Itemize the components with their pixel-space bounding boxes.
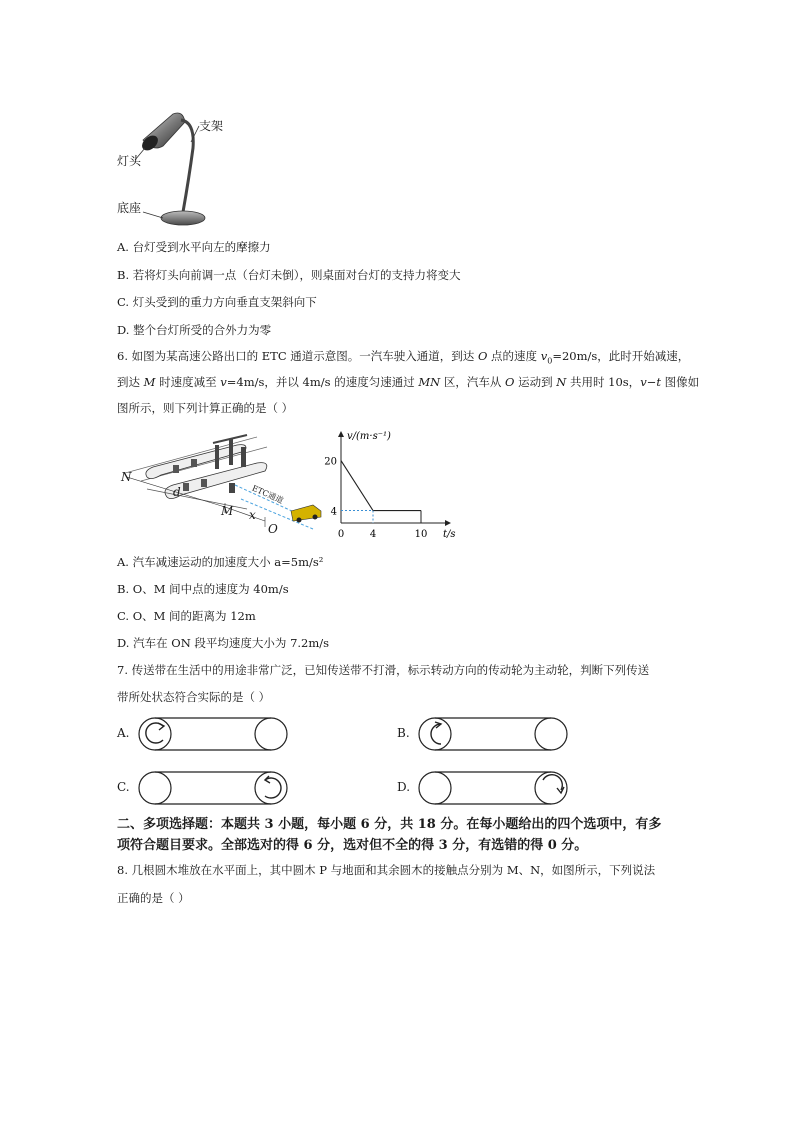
x-tick-label: 10 (414, 529, 428, 540)
q7-option-b-label: B. (397, 726, 410, 740)
lamp-label-bracket: 支架 (199, 119, 224, 133)
x-axis-arrow-icon (445, 520, 451, 526)
q5-option-d: D. 整个台灯所受的合外力为零 (117, 323, 272, 337)
q7-option-d-label: D. (397, 780, 411, 794)
q7-option-c (117, 766, 297, 810)
lamp-label-head: 灯头 (117, 154, 142, 168)
etc-label-n: N (121, 470, 132, 484)
q6-stem-line1: 6. 如图为某高速公路出口的 ETC 通道示意图。一汽车驶入通道，到达 O 点的速度 $v_0=20m/s$，此时开始减速， (117, 349, 690, 366)
belt-a-drawing (135, 712, 295, 756)
q6-option-b: B. O、M 间中点的速度为 40m/s (117, 582, 289, 596)
q6-option-d: D. 汽车在 ON 段平均速度大小为 7.2m/s (117, 636, 330, 650)
y-tick-label: 4 (330, 506, 337, 518)
rotation-arrow-icon (146, 723, 163, 743)
series-line (341, 461, 421, 511)
q5-option-c: C. 灯头受到的重力方向垂直支架斜向下 (117, 295, 317, 309)
x-tick-label: 0 (337, 529, 345, 540)
q8-stem-line1: 8. 几根圆木堆放在水平面上，其中圆木 P 与地面和其余圆木的接触点分别为 M、N，如图所示，下列说法 (117, 863, 656, 877)
q8-stem-line2: 正确的是（ ） (117, 891, 190, 905)
y-axis-arrow-icon (338, 431, 344, 437)
etc-label-m: M (221, 504, 234, 518)
y-axis-label: v/(m·s⁻¹) (347, 431, 391, 442)
vt-chart (323, 425, 456, 540)
section2-heading-line1: 二、多项选择题：本题共 3 小题，每小题 6 分，共 18 分。在每小题给出的四个选项中，有多 (117, 817, 662, 832)
section2-heading-line2: 项符合题目要求。全部选对的得 6 分，选对但不全的得 3 分，有选错的得 0 分。 (117, 838, 588, 853)
q7-stem-line2: 带所处状态符合实际的是（ ） (117, 690, 271, 704)
etc-lane-text: ETC通道 (250, 483, 285, 506)
etc-label-o: O (268, 522, 278, 536)
etc-figure (117, 425, 332, 540)
q6-stem-line2: 到达 M 时速度减至 v=4m/s，并以 4m/s 的速度匀速通过 MN 区，汽车从 O 运动到 N 共用时 10s，v−t 图像如 (117, 375, 700, 389)
q6-option-a: A. 汽车减速运动的加速度大小 a=5m/s² (117, 555, 324, 569)
q7-option-d (397, 766, 577, 810)
q6-option-c: C. O、M 间的距离为 12m (117, 609, 256, 623)
q7-option-a-label: A. (117, 726, 130, 740)
etc-label-d: d (173, 485, 181, 499)
q5-option-b: B. 若将灯头向前调一点（台灯未倒），则桌面对台灯的支持力将变大 (117, 268, 461, 282)
x-axis-label: t/s (443, 529, 456, 540)
q7-option-a (117, 712, 297, 756)
q7-option-c-label: C. (117, 780, 130, 794)
x-tick-label: 4 (369, 529, 377, 540)
q7-stem-line1: 7. 传送带在生活中的用途非常广泛，已知传送带不打滑，标示转动方向的传动轮为主动轮，判断下列传送 (117, 663, 650, 677)
q5-option-a: A. 台灯受到水平向左的摩擦力 (117, 240, 271, 254)
etc-label-x: x (249, 508, 256, 522)
q7-option-b (397, 712, 577, 756)
rotation-arrow-icon (543, 775, 562, 790)
vt-chart-svg (323, 425, 456, 540)
car-icon (291, 505, 321, 523)
belt-c-drawing (135, 766, 295, 810)
etc-drawing (117, 425, 332, 540)
lamp-label-base: 底座 (117, 201, 142, 215)
q6-stem-line3: 图所示，则下列计算正确的是（ ） (117, 401, 294, 415)
y-tick-label: 20 (324, 456, 337, 468)
rotation-arrow-icon (431, 724, 441, 744)
belt-b-drawing (415, 712, 575, 756)
belt-d-drawing (415, 766, 575, 810)
